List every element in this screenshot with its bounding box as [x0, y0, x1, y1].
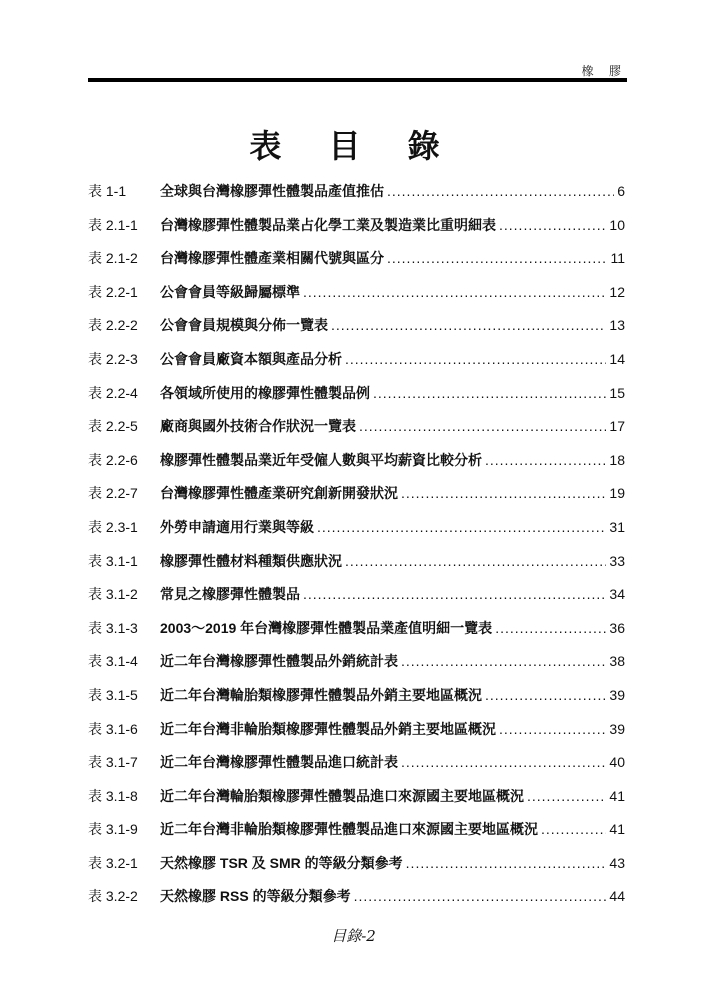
toc-entry-title: 公會會員廠資本額與產品分析 [160, 350, 342, 367]
toc-entry[interactable] [88, 276, 625, 310]
dot-leader [359, 410, 606, 444]
dot-leader [345, 343, 606, 377]
toc-entry-page: 17 [609, 418, 625, 435]
toc-entry[interactable] [88, 713, 625, 747]
dot-leader [499, 713, 606, 747]
toc-entry-page: 19 [609, 485, 625, 502]
dot-leader [373, 377, 606, 411]
toc-entry[interactable] [88, 444, 625, 478]
toc-entry-title: 各領域所使用的橡膠彈性體製品例 [160, 384, 370, 401]
toc-entry-title: 公會會員規模與分佈一覽表 [160, 317, 328, 334]
dot-leader [499, 209, 606, 243]
toc-entry-number: 表 3.1-7 [88, 754, 138, 771]
toc-entry-title: 天然橡膠 TSR 及 SMR 的等級分類參考 [160, 854, 403, 871]
toc-entry[interactable] [88, 511, 625, 545]
toc-entry-page: 41 [609, 821, 625, 838]
dot-leader [485, 444, 606, 478]
toc-entry[interactable] [88, 309, 625, 343]
toc-entry-title: 近二年台灣非輪胎類橡膠彈性體製品進口來源國主要地區概況 [160, 821, 538, 838]
toc-entry[interactable] [88, 679, 625, 713]
toc-entry-page: 39 [609, 720, 625, 737]
page-number: 目錄-2 [331, 927, 376, 945]
dot-leader [303, 578, 606, 612]
dot-leader [303, 276, 606, 310]
toc-entry-number: 表 3.1-2 [88, 586, 138, 603]
toc-entry-title: 近二年台灣非輪胎類橡膠彈性體製品外銷主要地區概況 [160, 720, 496, 737]
toc-entry-page: 6 [617, 183, 625, 199]
toc-entry-number: 表 2.2-2 [88, 317, 138, 334]
toc-entry-number: 表 2.2-4 [88, 384, 138, 401]
dot-leader [401, 477, 606, 511]
toc-entry-number: 表 2.3-1 [88, 518, 138, 535]
toc-entry[interactable] [88, 410, 625, 444]
toc-entry[interactable] [88, 746, 625, 780]
toc-entry-page: 38 [609, 653, 625, 670]
toc-entry-page: 18 [609, 451, 625, 468]
dot-leader [406, 847, 607, 881]
toc-entry[interactable] [88, 578, 625, 612]
header-rule [88, 78, 627, 82]
toc-entry-title: 台灣橡膠彈性體產業相關代號與區分 [160, 250, 384, 267]
toc-entry-title: 天然橡膠 RSS 的等級分類參考 [160, 888, 351, 905]
toc-entry-number: 表 3.1-1 [88, 552, 138, 569]
toc-entry-number: 表 3.1-9 [88, 821, 138, 838]
toc-entry-page: 12 [609, 283, 625, 300]
dot-leader [401, 645, 606, 679]
toc-entry-number: 表 3.1-4 [88, 653, 138, 670]
toc-entry-number: 表 2.2-3 [88, 350, 138, 367]
toc-entry[interactable] [88, 242, 625, 276]
dot-leader [354, 880, 607, 914]
toc-entry[interactable] [88, 343, 625, 377]
toc-entry[interactable] [88, 612, 625, 646]
toc-entry-number: 表 2.2-1 [88, 283, 138, 300]
dot-leader [387, 242, 607, 276]
toc-entry-page: 15 [609, 384, 625, 401]
toc-entry-title: 外勞申請適用行業與等級 [160, 518, 314, 535]
dot-leader [317, 511, 606, 545]
toc-entry[interactable] [88, 377, 625, 411]
toc-entry-title: 橡膠彈性體製品業近年受僱人數與平均薪資比較分析 [160, 451, 482, 468]
toc-entry-page: 43 [609, 854, 625, 871]
toc-entry-page: 33 [609, 552, 625, 569]
dot-leader [485, 679, 606, 713]
toc-entry[interactable] [88, 813, 625, 847]
toc-entry-page: 39 [609, 686, 625, 703]
toc-entry[interactable] [88, 477, 625, 511]
toc-entry-page: 14 [609, 350, 625, 367]
toc-entry-title: 橡膠彈性體材料種類供應狀況 [160, 552, 342, 569]
table-of-tables [88, 175, 625, 914]
toc-entry-page: 44 [609, 888, 625, 905]
toc-entry-number: 表 2.1-1 [88, 216, 138, 233]
toc-entry-number: 表 3.1-5 [88, 686, 138, 703]
toc-entry[interactable] [88, 209, 625, 243]
toc-entry-title: 台灣橡膠彈性體製品業占化學工業及製造業比重明細表 [160, 216, 496, 233]
toc-entry-title: 近二年台灣橡膠彈性體製品進口統計表 [160, 754, 398, 771]
toc-entry-title: 近二年台灣輪胎類橡膠彈性體製品外銷主要地區概況 [160, 686, 482, 703]
toc-entry-title: 2003～2019 年台灣橡膠彈性體製品業產值明細一覽表 [160, 619, 493, 636]
toc-entry-title: 廠商與國外技術合作狀況一覽表 [160, 418, 356, 435]
toc-entry-page: 11 [610, 250, 625, 267]
toc-entry-number: 表 2.2-5 [88, 418, 138, 435]
toc-entry-page: 34 [609, 586, 625, 603]
running-header: 橡 膠 [581, 64, 627, 78]
toc-entry-page: 13 [609, 317, 625, 334]
toc-entry-number: 表 3.2-2 [88, 888, 138, 905]
toc-entry[interactable] [88, 645, 625, 679]
dot-leader [495, 612, 606, 646]
toc-entry-page: 40 [609, 754, 625, 771]
dot-leader [387, 175, 614, 209]
toc-entry-number: 表 1-1 [88, 183, 127, 199]
dot-leader [401, 746, 606, 780]
toc-entry-number: 表 2.2-7 [88, 485, 138, 502]
toc-entry-number: 表 2.1-2 [88, 250, 138, 267]
toc-entry-title: 近二年台灣輪胎類橡膠彈性體製品進口來源國主要地區概況 [160, 787, 524, 804]
toc-entry-title: 公會會員等級歸屬標準 [160, 283, 300, 300]
toc-entry-page: 10 [609, 216, 625, 233]
toc-entry-number: 表 3.1-8 [88, 787, 138, 804]
toc-entry-page: 31 [609, 518, 625, 535]
toc-entry-number: 表 3.1-6 [88, 720, 138, 737]
dot-leader [345, 545, 606, 579]
toc-entry[interactable] [88, 545, 625, 579]
toc-entry-title: 台灣橡膠彈性體產業研究創新開發狀況 [160, 485, 398, 502]
toc-entry[interactable] [88, 780, 625, 814]
toc-entry[interactable] [88, 880, 625, 914]
toc-entry-title: 常見之橡膠彈性體製品 [160, 586, 300, 603]
dot-leader [527, 780, 606, 814]
toc-entry[interactable] [88, 175, 625, 209]
dot-leader [331, 309, 606, 343]
toc-entry-number: 表 2.2-6 [88, 451, 138, 468]
dot-leader [541, 813, 606, 847]
toc-entry-title: 近二年台灣橡膠彈性體製品外銷統計表 [160, 653, 398, 670]
toc-entry-title: 全球與台灣橡膠彈性體製品產值推估 [160, 183, 384, 199]
toc-entry-number: 表 3.1-3 [88, 619, 138, 636]
toc-entry-page: 36 [609, 619, 625, 636]
page-title: 表 目 錄 [249, 127, 458, 166]
toc-entry-page: 41 [609, 787, 625, 804]
toc-entry[interactable] [88, 847, 625, 881]
toc-entry-number: 表 3.2-1 [88, 854, 138, 871]
